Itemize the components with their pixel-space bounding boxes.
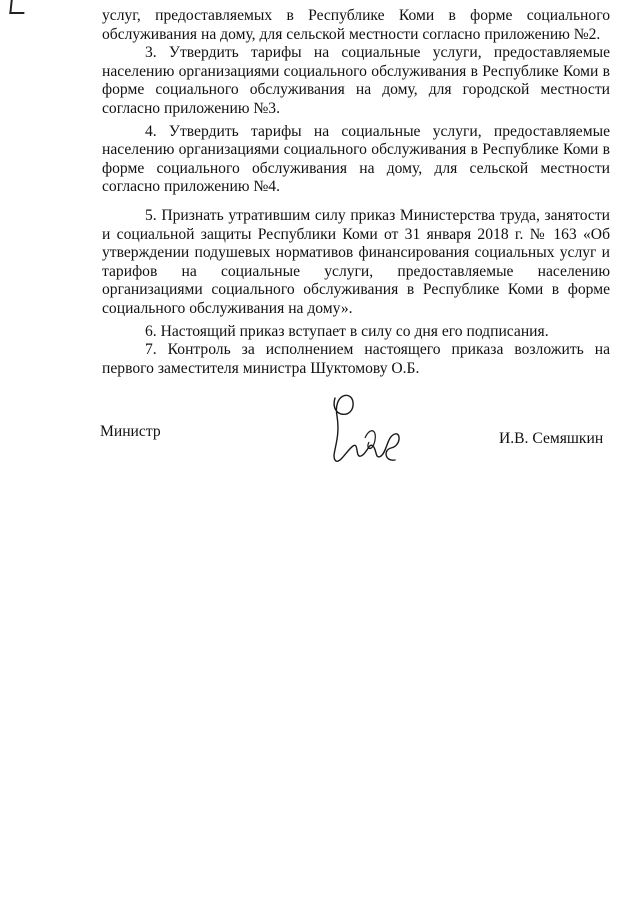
paragraph-5: 5. Признать утратившим силу приказ Министерства труда, занятости и социальной защиты Республики Коми от 31 января 2018 г. № 163 «Об утверждении подушевых нормативов финансирования социальных услуг и тарифов на социальные услуги, предоставляемые населению организациями социального обслуживания в Республике Коми в форме социального обслуживания на дому». (102, 206, 610, 317)
paragraph-6: 6. Настоящий приказ вступает в силу со дня его подписания. (145, 322, 549, 340)
corner-mark (9, 0, 25, 14)
signatory-title: Министр (100, 423, 161, 440)
paragraph-4: 4. Утвердить тарифы на социальные услуги, предоставляемые населению организациями социального обслуживания в Республике Коми в форме социального обслуживания на дому, для сельской местности согласно приложению №4. (102, 122, 610, 196)
signatory-name: И.В. Семяшкин (499, 430, 604, 447)
paragraph-7: 7. Контроль за исполнением настоящего приказа возложить на первого заместителя министра Шуктомову О.Б. (102, 341, 610, 377)
document-body (102, 7, 610, 378)
paragraph-continuation: услуг, предоставляемых в Республике Коми в форме социального обслуживания на дому, для сельской местности согласно приложению №2. (102, 7, 610, 43)
paragraph-3: 3. Утвердить тарифы на социальные услуги, предоставляемые населению организациями социального обслуживания в Республике Коми в форме социального обслуживания на дому, для городской местности согласно приложению №3. (102, 44, 610, 117)
handwritten-signature (325, 388, 405, 468)
